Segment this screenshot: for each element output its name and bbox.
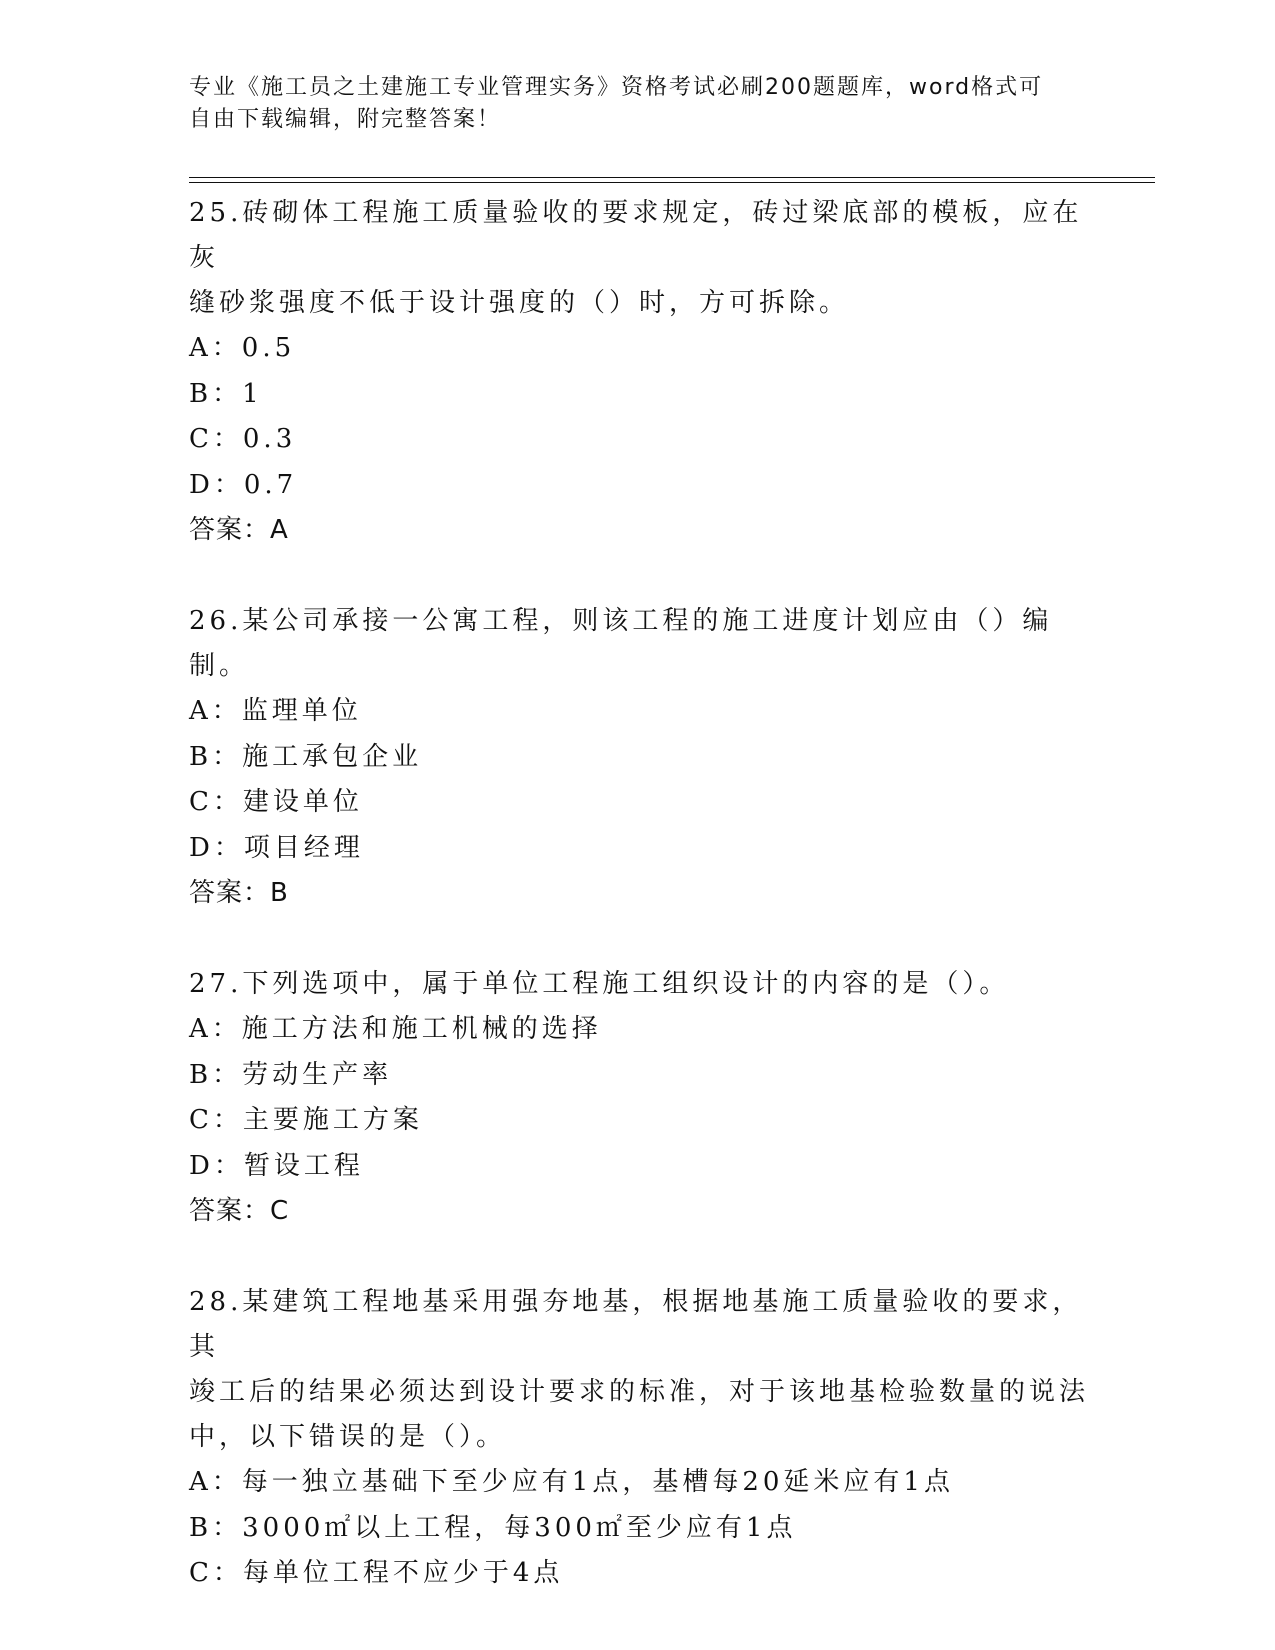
option-c: C：每单位工程不应少于4点 <box>189 1558 564 1588</box>
option-c: C：0.3 <box>189 424 297 454</box>
option-b: B：劳动生产率 <box>189 1059 393 1090</box>
option-c: C：主要施工方案 <box>189 1105 423 1135</box>
question-spacer <box>189 916 1089 962</box>
header-title-line-2: 自由下载编辑，附完整答案！ <box>189 107 502 132</box>
answer-line: 答案：A <box>189 515 289 545</box>
option-a: A：施工方法和施工机械的选择 <box>189 1014 602 1044</box>
question-stem: 25.砖砌体工程施工质量验收的要求规定，砖过梁底部的模板，应在灰 缝砂浆强度不低于设计强度的（）时，方可拆除。 <box>189 198 1083 318</box>
header-title-line-1: 专业《施工员之土建施工专业管理实务》资格考试必刷200题题库，word格式可 <box>189 75 1044 100</box>
question-spacer <box>189 1234 1089 1280</box>
option-a: A：0.5 <box>189 333 296 363</box>
option-b: B：1 <box>189 378 263 409</box>
option-d: D：项目经理 <box>189 832 364 863</box>
question-28 <box>189 1280 1089 1597</box>
option-d: D：暂设工程 <box>189 1150 364 1181</box>
question-stem: 27.下列选项中，属于单位工程施工组织设计的内容的是（）。 <box>189 969 1010 999</box>
option-a: A：监理单位 <box>189 696 362 726</box>
question-spacer <box>189 553 1089 599</box>
question-25 <box>189 191 1089 553</box>
header-divider-top <box>189 177 1155 178</box>
option-a: A：每一独立基础下至少应有1点，基槽每20延米应有1点 <box>189 1467 954 1497</box>
question-27 <box>189 962 1089 1234</box>
question-list <box>189 191 1089 1597</box>
answer-line: 答案：C <box>189 1196 290 1226</box>
option-d: D：0.7 <box>189 469 298 500</box>
document-header <box>189 72 1089 136</box>
option-b: B：施工承包企业 <box>189 741 423 772</box>
question-stem: 26.某公司承接一公寓工程，则该工程的施工进度计划应由（）编制。 <box>189 606 1053 681</box>
question-26 <box>189 599 1089 916</box>
question-stem: 28.某建筑工程地基采用强夯地基，根据地基施工质量验收的要求，其 竣工后的结果必须达到设计要求的标准，对于该地基检验数量的说法 中，以下错误的是（）。 <box>189 1287 1090 1452</box>
header-divider-bottom <box>189 182 1155 183</box>
option-c: C：建设单位 <box>189 787 363 817</box>
option-b: B：3000㎡以上工程，每300㎡至少应有1点 <box>189 1512 797 1543</box>
answer-line: 答案：B <box>189 878 289 908</box>
